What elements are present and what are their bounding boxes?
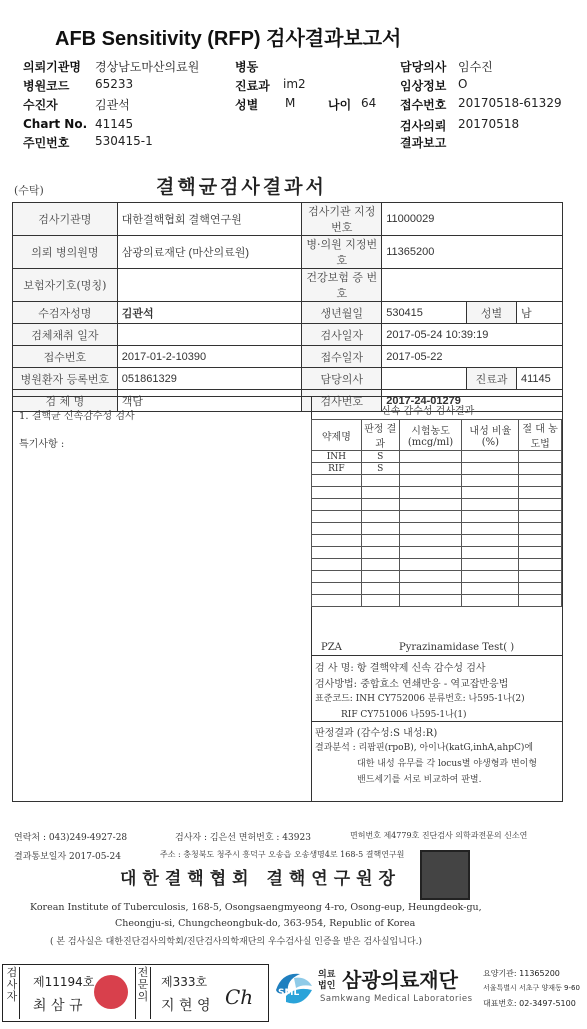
institution-label: 의뢰기관명	[23, 60, 81, 74]
clinical-info-value: O	[458, 77, 468, 91]
form-value: 2017-24-01279	[382, 390, 563, 412]
pza-text: Pyrazinamidase Test( )	[399, 642, 515, 653]
dept-value: im2	[283, 77, 306, 91]
table-row	[13, 269, 563, 302]
form-value: 11365200	[382, 236, 563, 269]
form-value: 11000029	[382, 203, 563, 236]
form-label: 담당의사	[302, 368, 382, 390]
table-row	[312, 463, 562, 475]
address: 주소 : 충청북도 청주시 흥덕구 오송읍 오송생명4로 168-5 결핵연구원	[160, 850, 405, 859]
result-report-label: 결과보고	[400, 136, 447, 150]
specialist-name: 지 현 영	[161, 998, 211, 1014]
form-value	[382, 368, 467, 390]
report-title: AFB Sensitivity (RFP) 검사결과보고서	[55, 28, 402, 50]
specialist-signature: Ch	[225, 985, 254, 1009]
form-label: 보험자기호(명칭)	[13, 269, 118, 302]
result-section	[12, 396, 563, 802]
table-row	[13, 236, 563, 269]
drug-result: S	[361, 463, 399, 475]
doctor-value: 임수진	[458, 60, 493, 74]
form-label: 건강보험 증 번 호	[302, 269, 382, 302]
contact: 연락처 : 043)249-4927-28	[14, 833, 128, 843]
org-name-en: Samkwang Medical Laboratories	[320, 994, 473, 1004]
hospital-code-label: 병원코드	[23, 79, 70, 93]
form-value: 530415	[382, 302, 467, 324]
analysis-line-1: 결과분석 : 리팜핀(rpoB), 아이나(katG,inhA,ahpC)에	[315, 743, 534, 753]
ward-label: 병동	[235, 60, 259, 74]
report-date: 결과통보일자 2017-05-24	[14, 852, 121, 862]
patient-label: 수진자	[23, 98, 58, 112]
table-row	[312, 451, 562, 463]
column-header: 시험농도 (mcg/ml)	[399, 420, 462, 451]
remarks-label: 특기사항 :	[19, 439, 65, 450]
column-header: 판정 결과	[361, 420, 399, 451]
form-label: 검사일자	[302, 324, 382, 346]
receipt-no-value: 20170518-61329	[458, 96, 562, 110]
request-mark: (수탁)	[14, 184, 44, 197]
drug-name: INH	[312, 451, 362, 463]
org-address: 서울특별시 서초구 양재동 9-60	[483, 984, 580, 992]
table-row	[13, 324, 563, 346]
form-title: 결핵균검사결과서	[156, 176, 327, 198]
form-label: 검사기관명	[13, 203, 118, 236]
form-label: 수검자성명	[13, 302, 118, 324]
examiner-number: 제11194호	[33, 975, 95, 989]
form-label: 검체채취 일자	[13, 324, 118, 346]
chart-no-label: Chart No.	[23, 117, 88, 131]
specialist-number: 제333호	[161, 975, 208, 989]
form-label: 접수일자	[302, 346, 382, 368]
license-info: 면허번호 제4779호 진단검사 의학과전문의 신소연	[350, 831, 528, 840]
official-seal-icon	[420, 850, 470, 900]
examiner-label: 검사자	[5, 967, 20, 1019]
test-name: 검 사 명: 항 결핵약제 신속 감수성 검사	[315, 663, 486, 674]
org-phone: 대표번호: 02-3497-5100	[483, 999, 576, 1008]
test-method: 검사방법: 중합효소 연쇄반응 - 역교잡반응법	[315, 679, 509, 690]
column-header: 내성 비율(%)	[462, 420, 519, 451]
form-label: 생년월일	[302, 302, 382, 324]
hospital-code-value: 65233	[95, 77, 134, 91]
form-value: 삼광의료재단 (마산의료원)	[117, 236, 302, 269]
column-header: 약제명	[312, 420, 362, 451]
form-value: 대한결핵협회 결핵연구원	[117, 203, 302, 236]
form-label: 검사번호	[302, 390, 382, 412]
scanned-result-form	[6, 170, 581, 830]
form-value: 김관석	[117, 302, 302, 324]
patient-value: 김관석	[95, 98, 130, 112]
form-label: 접수번호	[13, 346, 118, 368]
sex-value: M	[285, 96, 296, 110]
table-header-row	[312, 420, 562, 451]
form-value: 41145	[516, 368, 562, 390]
institution-value: 경상남도마산의료원	[95, 60, 200, 74]
sensitivity-title: 신속 감수성 검사결과	[381, 406, 475, 417]
form-label: 의뢰 병의원명	[13, 236, 118, 269]
agency-code: 요양기관: 11365200	[483, 969, 560, 978]
form-value: 2017-05-22	[382, 346, 563, 368]
sensitivity-section	[311, 397, 562, 801]
form-label: 검 체 명	[13, 390, 118, 412]
form-label: 병·의원 지정번호	[302, 236, 382, 269]
clinical-info-label: 임상정보	[400, 79, 447, 93]
form-value: 2017-01-2-10390	[117, 346, 302, 368]
form-value: 객담	[117, 390, 302, 412]
form-label: 성별	[467, 302, 517, 324]
request-date-value: 20170518	[458, 117, 520, 131]
certification-note: ( 본 검사실은 대한진단검사의학회/진단검사의학재단의 우수검사실 인증을 받은 검사실입니다.)	[50, 937, 423, 947]
age-label: 나이	[328, 98, 352, 112]
request-date-label: 검사의뢰	[400, 119, 447, 133]
analysis-line-3: 밴드세기를 서로 비교하여 판별.	[357, 775, 482, 785]
analysis-line-2: 대한 내성 유무를 각 locus별 야생형과 변이형	[357, 759, 538, 769]
org-name: 삼광의료재단	[342, 968, 458, 992]
receipt-no-label: 접수번호	[400, 98, 447, 112]
resident-no-value: 530415-1	[95, 134, 153, 148]
institute-address-en-1: Korean Institute of Tuberculosis, 168-5, Osongsaengmyeong 4-ro, Osong-eup, Heungdeok-gu,	[30, 902, 482, 913]
judgment: 판정결과 (감수성:S 내성:R)	[315, 728, 438, 739]
resident-no-label: 주민번호	[23, 136, 70, 150]
examiner-name: 최 삼 규	[33, 998, 83, 1014]
form-value	[382, 269, 563, 302]
form-label: 검사기관 지정번호	[302, 203, 382, 236]
specialist-label: 전문의	[135, 967, 151, 1019]
institute-name: 대한결핵협회 결핵연구원장	[120, 869, 401, 889]
form-value: 남	[516, 302, 562, 324]
examiner-stamp-icon	[94, 975, 128, 1009]
form-info-table	[12, 202, 563, 412]
examiner-info: 검사자 : 김은선 면허번호 : 43923	[175, 833, 311, 843]
sensitivity-table	[311, 419, 562, 607]
drug-result: S	[361, 451, 399, 463]
pza-label: PZA	[321, 642, 342, 653]
institute-address-en-2: Cheongju-si, Chungcheongbuk-do, 363-954, Republic of Korea	[115, 918, 416, 929]
standard-code-2: RIF CY751006 나595-1나(1)	[341, 710, 467, 720]
sex-label: 성별	[235, 98, 259, 112]
org-prefix: 의료법인	[318, 970, 336, 991]
form-value: 2017-05-24 10:39:19	[382, 324, 563, 346]
form-value	[117, 324, 302, 346]
table-row	[13, 302, 563, 324]
table-row	[13, 346, 563, 368]
form-value	[117, 269, 302, 302]
table-row	[13, 203, 563, 236]
dept-label: 진료과	[235, 79, 270, 93]
form-label: 병원환자 등록번호	[13, 368, 118, 390]
doctor-label: 담당의사	[400, 60, 447, 74]
standard-code: 표준코드: INH CY752006 분류번호: 나595-1나(2)	[315, 694, 525, 704]
sml-logo-icon	[272, 968, 316, 1012]
form-label: 진료과	[467, 368, 517, 390]
signature-box	[2, 964, 269, 1022]
table-row	[13, 368, 563, 390]
column-header: 절 대 농도법	[519, 420, 562, 451]
section-heading: 1. 결핵균 신속감수성 검사	[19, 411, 135, 422]
left-section	[13, 397, 312, 801]
age-value: 64	[361, 96, 377, 110]
logo-text: SML	[278, 988, 300, 998]
drug-name: RIF	[312, 463, 362, 475]
form-value: 051861329	[117, 368, 302, 390]
chart-no-value: 41145	[95, 117, 134, 131]
